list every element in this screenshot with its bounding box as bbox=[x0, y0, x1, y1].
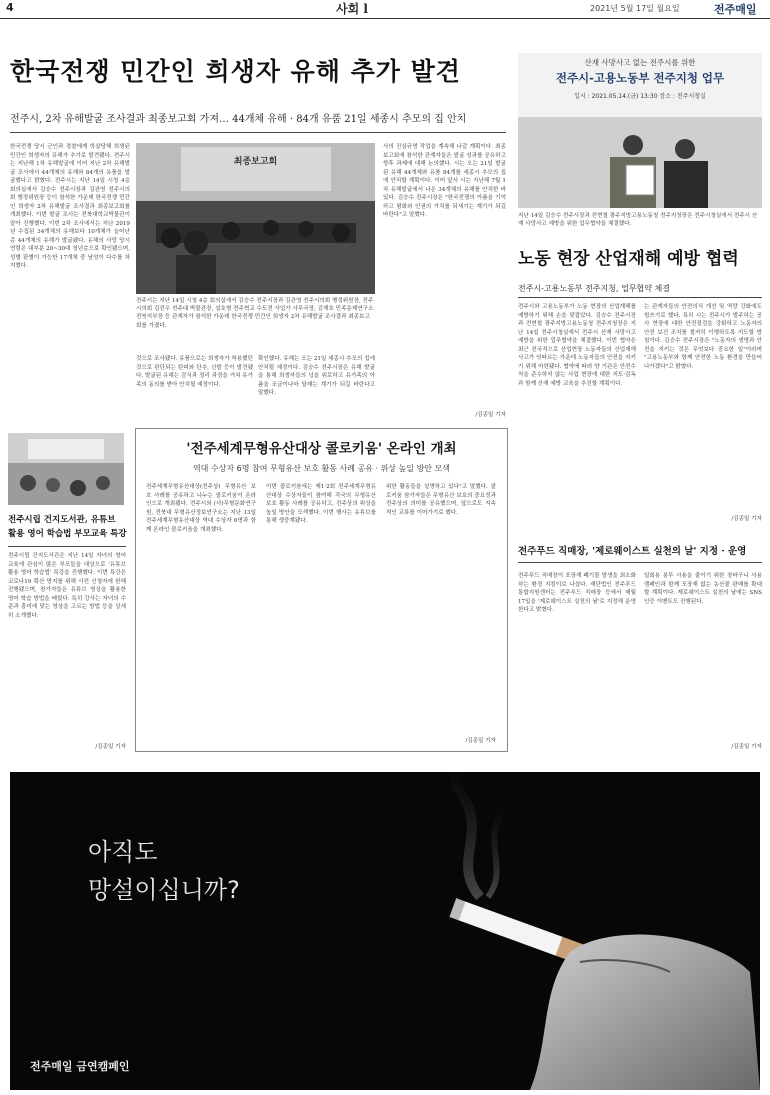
photo-banner-main: 전주시-고용노동부 전주지청 업무 bbox=[555, 71, 725, 85]
main-article-col3: 확인했다. 유해는 오는 21일 세종시 추모의 집에 안치될 예정이다. 김승수 전주시장은 유해 발굴을 통해 희생자들의 넋을 위로하고 유가족의 아픔을 조금이나마 달래는 계기가 되길 바란다고 말했다. bbox=[258, 356, 375, 396]
photo-banner-sub: 일시 : 2021.05.14.(금) 13:30 장소 : 전주시청실 bbox=[574, 93, 706, 100]
zero-waste-headline: 전주푸드 직매장, '제로웨이스트 실천의 날' 지정 · 운영 bbox=[518, 546, 747, 557]
photo-banner-top: 산재 사망사고 없는 전주시를 위한 bbox=[584, 58, 696, 67]
main-subhead: 전주시, 2차 유해발굴 조사결과 최종보고회 가져… 44개체 유해 · 84개 유품 21일 세종시 추모의 집 안치 bbox=[10, 114, 467, 125]
library-byline: /김종일 기자 bbox=[95, 744, 126, 750]
zero-waste-col2: 일회용 봉투 사용을 줄이기 위한 장바구니 사용 캠페인과 함께 포장재 없는 농산물 판매를 확대할 계획이다. 제로웨이스트 실천의 날에는 SNS 인증 이벤트도 진행된다. bbox=[644, 573, 762, 605]
agreement-photo bbox=[518, 53, 762, 208]
colloquium-byline: /김종일 기자 bbox=[465, 738, 496, 744]
divider bbox=[8, 546, 126, 547]
issue-date: 2021년 5월 17일 월요일 bbox=[590, 4, 680, 13]
briefing-photo bbox=[136, 143, 375, 294]
colloquium-col1: 전주세계무형유산대상(전주상) 무형유산 보호 사례를 공유하고 나누는 콜로키움이 온라인으로 개최됐다. 전주시와 (사)무형문화연구원, 전북대 무형유산정보연구소는 지난 13일 전주세계무형유산대상 역대 수상자 6명과 함께 온라인 콜로키움을 개최했다. bbox=[146, 484, 256, 533]
anti-smoking-ad bbox=[10, 772, 760, 1090]
colloquium-col2: 이번 콜로키움에는 제1·2회 전주세계무형유산대상 수상자들이 참여해 각국의 무형유산 보호 활동 사례를 공유하고, 전주상의 위상을 높일 방안을 모색했다. 이번 행사는 유튜브를 통해 생중계됐다. bbox=[266, 484, 376, 524]
cigarette-illustration bbox=[10, 772, 760, 1090]
colloquium-article-box bbox=[135, 428, 508, 752]
main-article-col1: 한국전쟁 당시 군인과 경찰에게 학살당해 희생된 민간인 희생자의 유해가 추가로 발견됐다. 전주시는 지난해 1차 유해발굴에 이어 지난 2차 유해발굴 조사에서 44개체의 유해와 84개의 유품을 발굴했다고 밝혔다. 전주시는 지난 14일 시청 4층 회의실에서 김승수 전주시장과 김관영 전주시의회 행정위원장 등이 참석한 가운데 한국전쟁 민간인 희생자 2차 유해발굴 조사결과 최종보고회를 개최했다. 이번 발굴 조사는 전북대학교박물관이 맡아 진행했다. 이번 2차 조사에서는 지난 2019년 수집된 34개체의 유해보다 10개체가 늘어난 총 44개체의 유해가 발굴됐다. 유해의 사망 당시 연령은 대부분 20~30대 청년층으로 확인됐으며, 성별 판별이 가능한 17개체 중 남성이 다수를 차지했다. bbox=[10, 144, 130, 269]
page-header bbox=[0, 0, 770, 19]
library-headline bbox=[8, 513, 132, 541]
right-subhead: 전주시-고용노동부 전주지청, 업무협약 체결 bbox=[518, 284, 670, 293]
photo-banner: 최종보고회 bbox=[233, 157, 278, 167]
section-title: 사회 l bbox=[336, 2, 368, 16]
divider bbox=[518, 562, 762, 563]
main-article-col4: 사의 진실규명 작업을 계속해 나갈 계획이다. 최종보고회에 참석한 관계자들은 발굴 성과를 공유하고 향후 과제에 대해 논의했다. 시는 오는 21일 발굴된 유해 44개체와 유품 84개를 세종시 추모의 집에 안치할 계획이다. 이어 앞서 시는 지난해 7월 1차 유해발굴에서 나온 34개체의 유해를 안치한 바 있다. 김승수 전주시장은 "한국전쟁의 아픔을 기억하고 평화와 인권의 가치를 되새기는 계기가 되길 바란다"고 말했다. bbox=[383, 144, 506, 218]
main-headline: 한국전쟁 민간인 희생자 유해 추가 발견 bbox=[10, 57, 461, 86]
colloquium-subhead: 역대 수상자 6명 참여 무형유산 보호 활동 사례 공유 · 위상 높일 방안 모색 bbox=[192, 464, 451, 473]
right-headline: 노동 현장 산업재해 예방 협력 bbox=[518, 249, 739, 269]
right-article-col2: 는 관계자들의 안전의식 개선 및 역량 강화에도 힘쓰기로 했다. 특히 시는 전주시가 발주하는 공사 현장에 대한 안전점검을 강화하고 노동자의 안전 보건 조치를 철저히 이행하도록 지도할 방침이다. 김승수 전주시장은 "노동자의 생명과 안전을 지키는 것은 무엇보다 중요한 일"이라며 "고용노동부와 함께 안전한 노동 환경을 만들어 나가겠다"고 밝혔다. bbox=[644, 304, 762, 370]
colloquium-headline: '전주세계무형유산대상 콜로키움' 온라인 개최 bbox=[186, 441, 457, 457]
ad-campaign-name: 전주매일 금연캠페인 bbox=[30, 1060, 130, 1073]
main-photo-caption: 전주시는 지난 14일 시청 4층 회의실에서 김승수 전주시장과 김관영 전주시의회 행정위원장, 전주시의회 김진우 전주대 박물관장, 설호형 전주혁교 수도전 사업가 사무국장, 김재호 민족문제연구소 전북지부장 등 관계자가 참석한 가운데 한국전쟁 민간인 희생자 2차 유해발굴 조사결과 최종보고회를 가졌다. bbox=[136, 298, 374, 329]
library-headline-line1: 전주시립 건지도서관, 유튜브 bbox=[8, 515, 116, 525]
right-byline: /김종일 기자 bbox=[731, 516, 762, 522]
divider bbox=[10, 132, 506, 133]
newspaper-logo: 전주매일 bbox=[714, 3, 757, 16]
main-byline: /김종일 기자 bbox=[475, 412, 506, 418]
ad-headline-line2: 망설이십니까? bbox=[88, 876, 240, 904]
zero-waste-byline: /김종일 기자 bbox=[731, 744, 762, 750]
ad-headline-line1: 아직도 bbox=[88, 838, 158, 866]
colloquium-col3: 위한 활동들을 설명하고 있다"고 말했다. 콜로키움 참가자들은 무형유산 보호의 중요성과 전주상의 의미를 공유했으며, 앞으로도 지속적인 교류를 이어가기로 했다. bbox=[386, 484, 496, 516]
page-number: 4 bbox=[6, 1, 14, 14]
agreement-photo-caption: 지난 14일 김승수 전주시장과 전현철 광주지방고용노동청 전주지청장은 전주시청실에서 전주시 산재 사망사고 예방을 위한 업무협약을 체결했다. bbox=[518, 213, 758, 228]
divider bbox=[518, 297, 762, 298]
library-headline-line2: 활용 영어 학습법 부모교육 특강 bbox=[8, 529, 127, 539]
library-article-body: 전주시립 건지도서관은 지난 14일 자녀의 영어 교육에 관심이 많은 부모들을 대상으로 '유튜브 활용 영어 학습법' 특강을 진행했다. 이번 특강은 코로나19 확산 방지를 위해 사전 신청자에 한해 진행됐으며, 참가자들은 유튜브 영상을 활용한 영어 학습 방법을 배웠다. 특히 강사는 자녀의 수준과 흥미에 맞는 영상을 고르는 방법 등을 상세히 소개했다. bbox=[8, 553, 126, 619]
library-photo bbox=[8, 433, 124, 505]
right-article-col1: 전주시와 고용노동부가 노동 현장의 산업재해를 예방하기 위해 손을 맞잡았다. 김승수 전주시장과 전현철 광주지방고용노동청 전주지청장은 지난 14일 전주시청실에서 전주시 산재 사망사고 예방을 위한 업무협약을 체결했다. 이번 협약은 최근 전국적으로 산업현장 노동자들의 산업재해 사고가 잇따르는 가운데 노동자들의 안전을 지키기 위해 마련됐다. 협약에 따라 양 기관은 안전수칙을 준수하지 않는 사업 현장에 대한 지도·감독과 함께 산재 예방 교육을 추진할 계획이다. bbox=[518, 304, 636, 387]
main-article-col2: 것으로 조사됐다. 유품으로는 희생자가 착용했던 것으로 판단되는 탄피와 단추, 신발 등이 발견됐다. 발굴된 유해는 감식과 정리 과정을 거쳐 유가족의 동의를 받아 안치될 예정이다. bbox=[136, 356, 253, 388]
zero-waste-col1: 전주푸드 직매장이 포장재 폐기물 발생을 최소화하는 환경 지킴이로 나섰다. 재단법인 전주푸드통합지원센터는 전주푸드 직매장 등에서 매월 17일을 '제로웨이스트 실천의 날'로 지정해 운영한다고 밝혔다. bbox=[518, 573, 636, 613]
